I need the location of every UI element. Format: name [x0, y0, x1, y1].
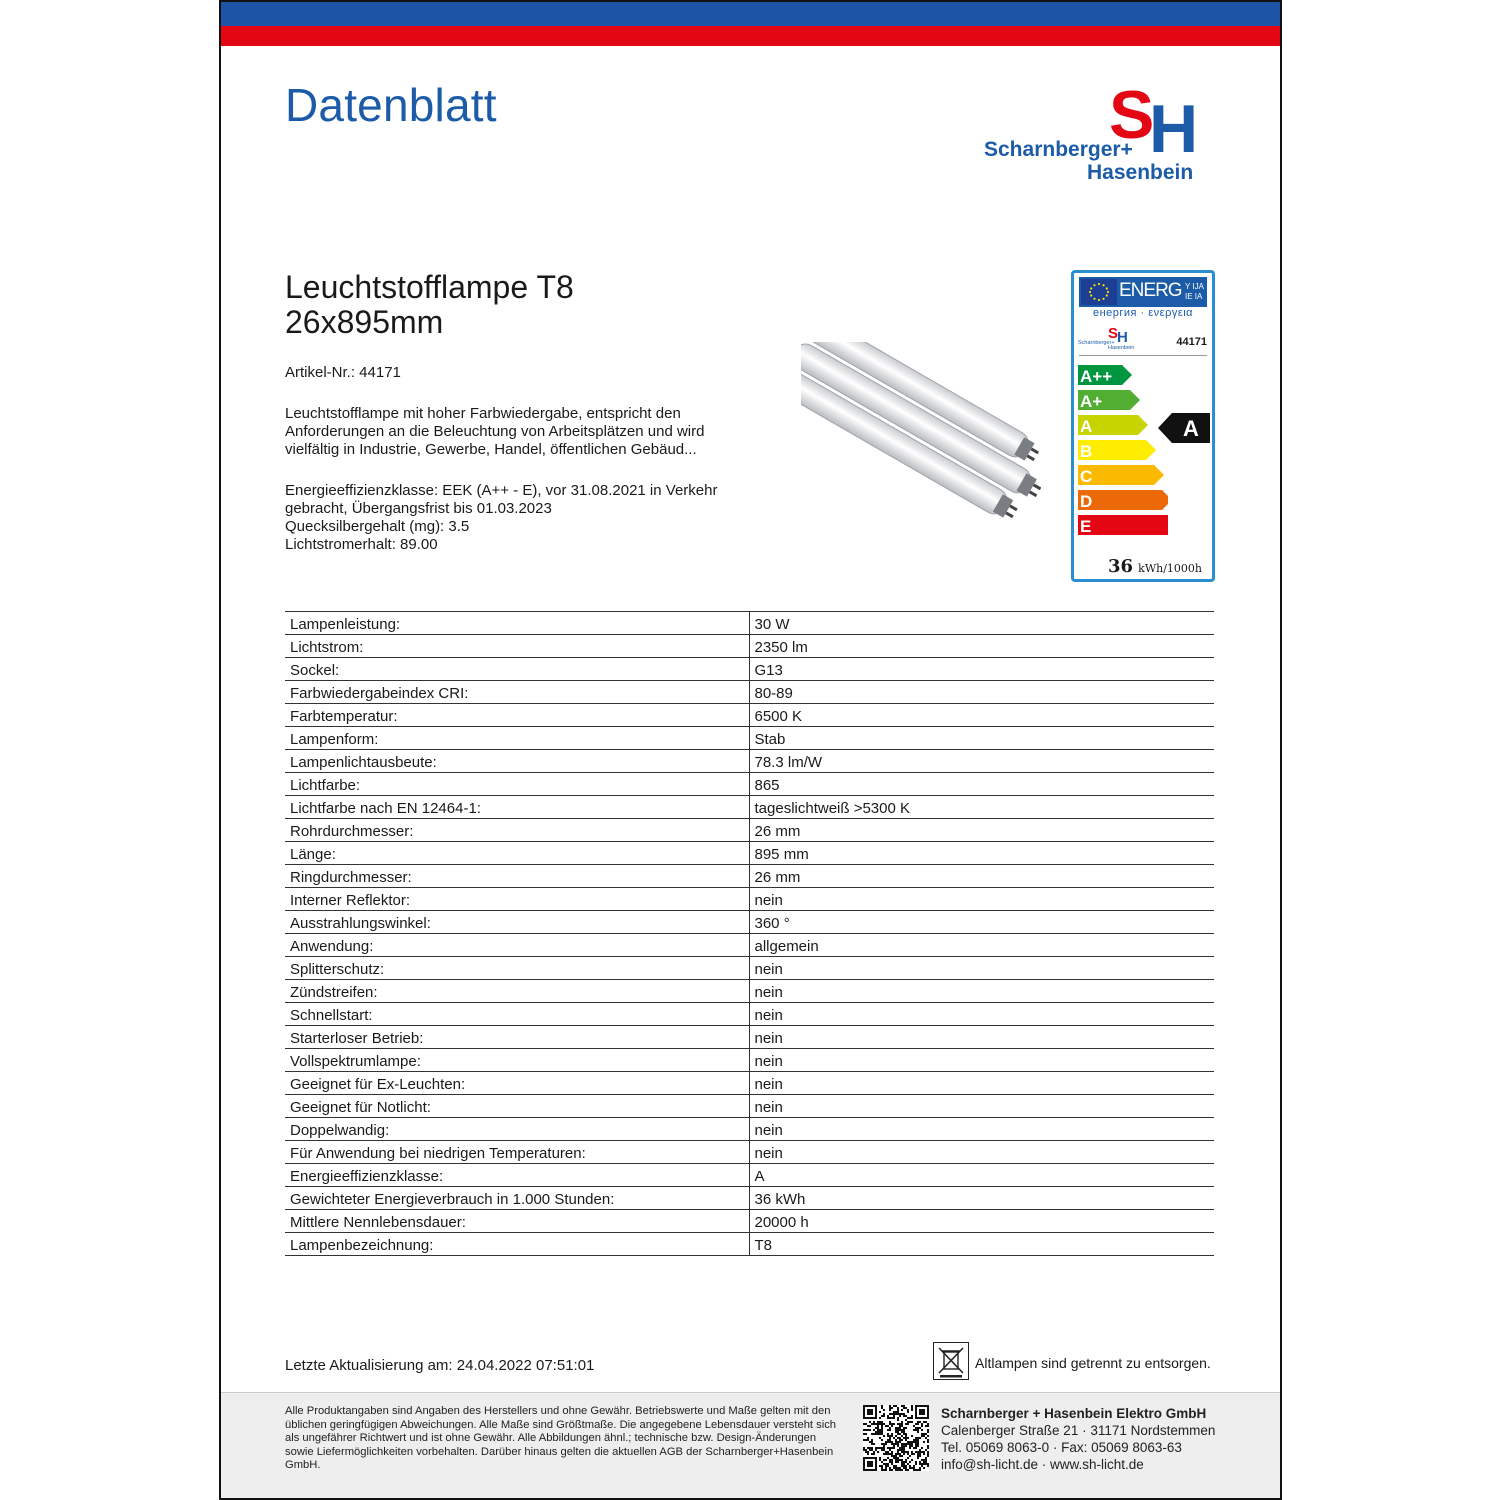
specification-table [285, 611, 1214, 1256]
energy-class-bar [1078, 490, 1168, 511]
spec-label: Ausstrahlungswinkel: [285, 911, 749, 934]
company-name: Scharnberger + Hasenbein Elektro GmbH [941, 1406, 1207, 1421]
spec-value: allgemein [749, 934, 1214, 957]
table-row [285, 796, 1214, 819]
svg-text:A: A [1183, 416, 1199, 441]
table-row [285, 1026, 1214, 1049]
energy-class-letter: D [1080, 492, 1093, 511]
spec-label: Für Anwendung bei niedrigen Temperaturen: [285, 1141, 749, 1164]
spec-label: Splitterschutz: [285, 957, 749, 980]
spec-value: 80-89 [749, 681, 1214, 704]
spec-value: 895 mm [749, 842, 1214, 865]
logo-line1: Scharnberger+ [984, 138, 1133, 161]
table-row [285, 727, 1214, 750]
brand-logo [981, 68, 1221, 188]
header-band-red [221, 26, 1280, 46]
energy-label [1071, 270, 1215, 582]
spec-value: 36 kWh [749, 1187, 1214, 1210]
energy-class-bar [1078, 515, 1168, 535]
last-updated: Letzte Aktualisierung am: 24.04.2022 07:51:01 [285, 1357, 595, 1374]
spec-value: nein [749, 1026, 1214, 1049]
spec-value: nein [749, 1095, 1214, 1118]
spec-value: 26 mm [749, 865, 1214, 888]
table-row [285, 1141, 1214, 1164]
svg-text:S: S [1108, 325, 1119, 342]
spec-value: 20000 h [749, 1210, 1214, 1233]
spec-label: Anwendung: [285, 934, 749, 957]
table-row [285, 635, 1214, 658]
table-row [285, 750, 1214, 773]
energy-class-letter: E [1080, 517, 1092, 535]
company-address: Calenberger Straße 21 · 31171 Nordstemmen [941, 1423, 1216, 1438]
product-name-line2: 26x895mm [285, 304, 444, 340]
table-row [285, 658, 1214, 681]
consumption-value: 36 [1108, 556, 1134, 577]
svg-text:Hasenbein: Hasenbein [1108, 345, 1135, 351]
eu-flag-icon [1081, 279, 1117, 305]
spec-label: Lichtstrom: [285, 635, 749, 658]
spec-label: Schnellstart: [285, 1003, 749, 1026]
energy-class-bar [1078, 390, 1140, 411]
spec-label: Lampenform: [285, 727, 749, 750]
spec-value: Stab [749, 727, 1214, 750]
company-info [941, 1405, 1215, 1473]
product-description: Leuchtstofflampe mit hoher Farbwiedergabe, entspricht den Anforderungen an die Beleuchtung von Arbeitsplätzen und wird vielfältig in Industrie, Gewerbe, Handel, öffentlichen Gebäud... [285, 405, 705, 458]
svg-text:H: H [1117, 329, 1128, 346]
spec-value: nein [749, 1049, 1214, 1072]
spec-label: Lampenlichtausbeute: [285, 750, 749, 773]
spec-value: T8 [749, 1233, 1214, 1256]
product-photo-fluorescent-tubes [801, 342, 1041, 522]
spec-label: Energieeffizienzklasse: [285, 1164, 749, 1187]
energy-label-energ: ENERG [1119, 280, 1182, 301]
energy-info [285, 482, 765, 554]
selected-class-arrow [1158, 413, 1210, 443]
company-web[interactable]: info@sh-licht.de · www.sh-licht.de [941, 1457, 1144, 1472]
table-row [285, 612, 1214, 635]
spec-label: Lichtfarbe: [285, 773, 749, 796]
spec-value: 78.3 lm/W [749, 750, 1214, 773]
logo-s-glyph: S [1109, 77, 1155, 153]
spec-value: nein [749, 957, 1214, 980]
spec-label: Vollspektrumlampe: [285, 1049, 749, 1072]
energy-class-bar [1078, 365, 1132, 386]
spec-value: nein [749, 980, 1214, 1003]
table-row [285, 1233, 1214, 1256]
energy-class-bar [1078, 440, 1156, 461]
energy-info-line: Lichtstromerhalt: 89.00 [285, 536, 438, 553]
spec-value: nein [749, 1118, 1214, 1141]
table-row [285, 934, 1214, 957]
energy-class-letter: B [1080, 442, 1093, 461]
energy-info-line: gebracht, Übergangsfrist bis 01.03.2023 [285, 500, 552, 517]
logo-h-glyph: H [1149, 91, 1199, 167]
energy-label-brand-logo [1078, 323, 1140, 351]
table-row [285, 1210, 1214, 1233]
table-row [285, 704, 1214, 727]
spec-value: 30 W [749, 612, 1214, 635]
header-band-blue [221, 2, 1280, 26]
energy-class-scale [1078, 365, 1168, 535]
footer [221, 1392, 1280, 1500]
spec-label: Doppelwandig: [285, 1118, 749, 1141]
spec-value: nein [749, 888, 1214, 911]
spec-label: Lichtfarbe nach EN 12464-1: [285, 796, 749, 819]
energy-label-languages: енергия · ενεργεια [1092, 307, 1194, 319]
table-row [285, 819, 1214, 842]
table-row [285, 1164, 1214, 1187]
spec-label: Ringdurchmesser: [285, 865, 749, 888]
spec-value: tageslichtweiß >5300 K [749, 796, 1214, 819]
spec-label: Farbwiedergabeindex CRI: [285, 681, 749, 704]
energy-info-line: Energieeffizienzklasse: EEK (A++ - E), vor 31.08.2021 in Verkehr [285, 482, 718, 499]
spec-label: Rohrdurchmesser: [285, 819, 749, 842]
spec-value: nein [749, 1141, 1214, 1164]
spec-label: Lampenbezeichnung: [285, 1233, 749, 1256]
svg-text:Scharnberger+: Scharnberger+ [1078, 340, 1115, 346]
energy-class-letter: A [1080, 417, 1093, 436]
spec-label: Geeignet für Ex-Leuchten: [285, 1072, 749, 1095]
energy-class-bar [1078, 415, 1148, 436]
spec-value: nein [749, 1003, 1214, 1026]
qr-code-icon [863, 1405, 929, 1471]
disposal-note: Altlampen sind getrennt zu entsorgen. [975, 1355, 1211, 1371]
company-phone: Tel. 05069 8063-0 · Fax: 05069 8063-63 [941, 1440, 1182, 1455]
spec-value: 2350 lm [749, 635, 1214, 658]
product-name-line1: Leuchtstofflampe T8 [285, 269, 574, 305]
energy-class-letter: C [1080, 467, 1093, 486]
table-row [285, 1095, 1214, 1118]
spec-value: 865 [749, 773, 1214, 796]
table-row [285, 773, 1214, 796]
energy-class-letter: A+ [1080, 392, 1103, 411]
spec-value: A [749, 1164, 1214, 1187]
table-row [285, 980, 1214, 1003]
energy-class-bar [1078, 465, 1164, 486]
spec-label: Farbtemperatur: [285, 704, 749, 727]
energy-label-article: 44171 [1176, 336, 1207, 348]
table-row [285, 1072, 1214, 1095]
energy-info-line: Quecksilbergehalt (mg): 3.5 [285, 518, 470, 535]
table-row [285, 1118, 1214, 1141]
footer-disclaimer: Alle Produktangaben sind Angaben des Herstellers und ohne Gewähr. Betriebswerte und Maße gelten mit den üblichen geringfügigen Abweichungen. Alle Maße sind Größtmaße. Die angegebene Lebensdauer versteht sich als ungefährer Richtwert und ist ohne Gewähr. Alle Abbildungen ähnl.; technische bzw. Design-Änderungen sowie Liefermöglichkeiten vorbehalten. Darüber hinaus gelten die aktuellen AGB der Scharnberger+Hasenbein GmbH. [285, 1405, 837, 1471]
logo-line2: Hasenbein [1087, 161, 1194, 184]
table-row [285, 681, 1214, 704]
spec-label: Gewichteter Energieverbrauch in 1.000 Stunden: [285, 1187, 749, 1210]
spec-label: Lampenleistung: [285, 612, 749, 635]
page-title: Datenblatt [285, 79, 497, 131]
spec-value: 360 ° [749, 911, 1214, 934]
energy-label-energ-suffix: Y IJA IE IA [1185, 282, 1204, 301]
product-name [285, 270, 574, 340]
spec-value: 26 mm [749, 819, 1214, 842]
energy-class-letter: A++ [1080, 367, 1113, 386]
energy-label-divider [1079, 355, 1207, 356]
datasheet-page [219, 0, 1282, 1500]
spec-label: Sockel: [285, 658, 749, 681]
consumption-unit: kWh/1000h [1138, 562, 1202, 575]
energy-label-header [1079, 277, 1207, 307]
spec-label: Zündstreifen: [285, 980, 749, 1003]
table-row [285, 1049, 1214, 1072]
table-row [285, 1003, 1214, 1026]
spec-label: Geeignet für Notlicht: [285, 1095, 749, 1118]
table-row [285, 865, 1214, 888]
spec-label: Mittlere Nennlebensdauer: [285, 1210, 749, 1233]
table-row [285, 842, 1214, 865]
spec-value: 6500 K [749, 704, 1214, 727]
spec-value: G13 [749, 658, 1214, 681]
table-row [285, 888, 1214, 911]
article-number: Artikel-Nr.: 44171 [285, 364, 401, 381]
spec-label: Länge: [285, 842, 749, 865]
spec-value: nein [749, 1072, 1214, 1095]
energy-consumption [1108, 556, 1202, 577]
table-row [285, 1187, 1214, 1210]
table-row [285, 957, 1214, 980]
table-row [285, 911, 1214, 934]
spec-label: Interner Reflektor: [285, 888, 749, 911]
spec-label: Starterloser Betrieb: [285, 1026, 749, 1049]
weee-bin-icon [933, 1342, 969, 1380]
